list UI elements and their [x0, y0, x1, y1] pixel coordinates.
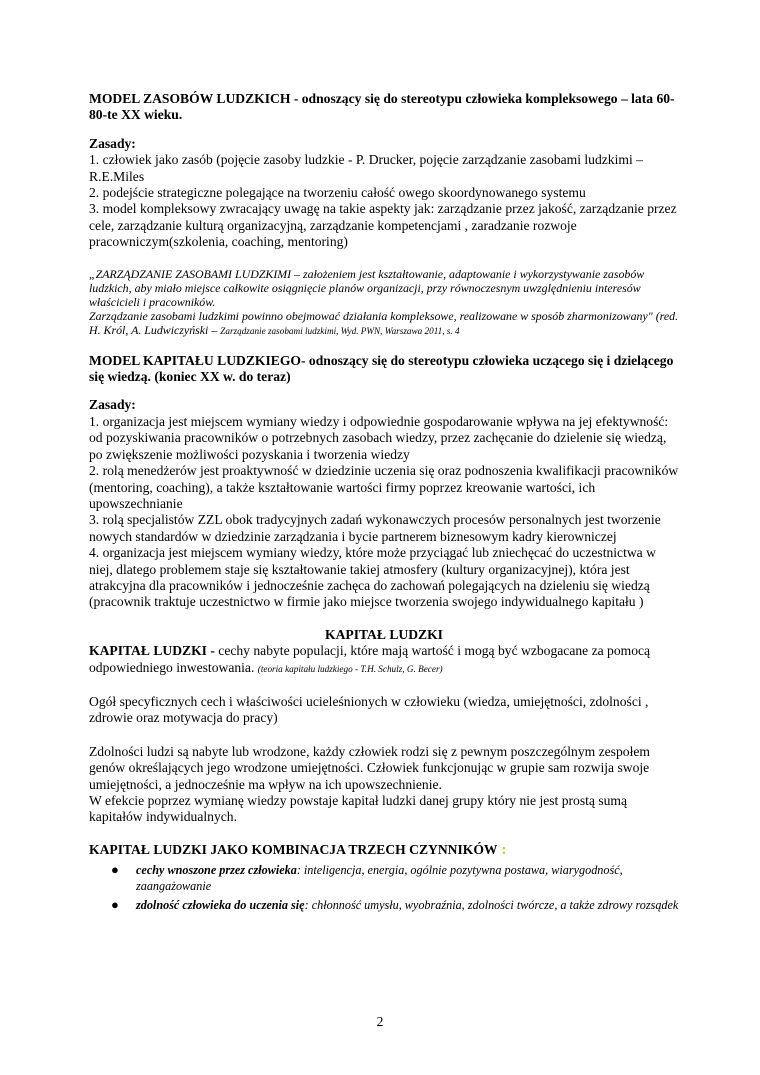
factor-label: cechy wnoszone przez człowieka	[136, 863, 297, 878]
section4-title: KAPITAŁ LUDZKI JAKO KOMBINACJA TRZECH CZYNNIKÓW	[89, 841, 498, 857]
section2-zasady-label: Zasady:	[89, 397, 136, 413]
section3-definition	[89, 643, 679, 677]
factor-text: : inteligencja, energia, ogólnie pozytywna postawa, wiarygodność, zaangażowanie	[136, 863, 623, 894]
section1-quote-source: Zarządzanie zasobami ludzkimi, Wyd. PWN, Warszawa 2011, s. 4	[220, 325, 460, 336]
list-item	[89, 862, 679, 894]
section3-para2: Zdolności ludzi są nabyte lub wrodzone, każdy człowiek rodzi się z pewnym poszczególnym zespołem genów określających jego wrodzone umiejętności. Człowiek funkcjonując w grupie sam rozwija swoje umiejętności, a jednocześnie ma wpływ na ich upowszechnienie. W efekcie poprzez wymianę wiedzy powstaje kapitał ludzki danej grupy który nie jest prostą sumą kapitałów indywidualnych.	[89, 743, 650, 825]
section1-heading: MODEL ZASOBÓW LUDZKICH - odnoszący się do stereotypu człowieka kompleksowego – lata 60-80-te XX wieku.	[89, 91, 675, 123]
page-content	[89, 91, 679, 915]
factor-text: : chłonność umysłu, wyobraźnia, zdolności twórcze, a także zdrowy rozsądek	[304, 897, 679, 912]
section3-def-text: cechy nabyte populacji, które mają wartość i mogą być wzbogacane za pomocą odpowiedniego inwestowania.	[89, 643, 651, 675]
section2-items: 1. organizacja jest miejscem wymiany wiedzy i odpowiednie gospodarowanie wpływa na jej efektywność: od pozyskiwania pracowników o potrzebnych zasobach wiedzy, przez zachęcanie do dzielenie się wiedzą, po zwiększenie możliwości pozyskania i tworzenia wiedzy 2. rolą menedżerów jest proaktywność w dziedzinie uczenia się oraz podnoszenia kwalifikacji pracowników (mentoring, coaching), a także kształtowanie wartości firmy poprzez kreowanie wartości, ich upowszechnianie 3. rolą specjalistów ZZL obok tradycyjnych zadań wykonawczych procesów personalnych jest tworzenie nowych standardów w dziedzinie zarządzania i bycie partnerem biznesowym kadry kierowniczej 4. organizacja jest miejscem wymiany wiedzy, które może przyciągać lub zniechęcać do uczestnictwa w niej, dlatego problemem staje się kształtowanie takiej atmosfery (kultury organizacyjnej), która jest atrakcyjna dla pracowników i jednocześnie zachęca do zachowań polegających na dzieleniu się wiedzą (pracownik traktuje uczestnictwo w firmie jako miejsce tworzenia swojego indywidualnego kapitału )	[89, 413, 679, 610]
section3-def-cite: (teoria kapitału ludzkiego - T.H. Schulz, G. Becer)	[257, 663, 443, 674]
bullet-icon: ●	[111, 862, 119, 878]
section4-title-colon: :	[501, 841, 507, 858]
list-item	[89, 897, 679, 913]
section3-para1: Ogół specyficznych cech i właściwości ucieleśnionych w człowieku (wiedza, umiejętności, zdolności , zdrowie oraz motywacja do pracy)	[89, 693, 649, 726]
section4-title-row	[89, 842, 679, 858]
section1-items: 1. człowiek jako zasób (pojęcie zasoby ludzkie - P. Drucker, pojęcie zarządzanie zasobami ludzkimi – R.E.Miles 2. podejście strategiczne polegające na tworzeniu całość owego skoordynowanego systemu 3. model kompleksowy zwracający uwagę na takie aspekty jak: zarządzanie przez jakość, zarządzanie przez cele, zarządzanie kulturą organizacyjną, zarządzanie kompetencjami , zaradzanie rozwoje pracowniczym(szkolenia, coaching, mentoring)	[89, 152, 677, 250]
section1-quote: „ZARZĄDZANIE ZASOBAMI LUDZKIMI – założeniem jest kształtowanie, adaptowanie i wykorzystywanie zasobów ludzkich, aby miało miejsce całkowite osiągnięcie planów organizacji, przy równoczesnym uwzględnieniu interesów właścicieli i pracowników. Zarządzanie zasobami ludzkimi powinno obejmować działania kompleksowe, realizowane w sposób zharmonizowany" (red. H. Król, A. Ludwiczyński –	[89, 266, 679, 337]
section2-heading: MODEL KAPITAŁU LUDZKIEGO- odnoszący się do stereotypu człowieka uczącego się i dzielącego się wiedzą. (koniec XX w. do teraz)	[89, 352, 674, 385]
section1-zasady-label: Zasady:	[89, 135, 136, 151]
section3-center-title: KAPITAŁ LUDZKI	[325, 626, 443, 642]
factors-list	[89, 862, 679, 913]
section2	[89, 353, 679, 611]
page-number: 2	[376, 1014, 384, 1029]
factor-label: zdolność człowieka do uczenia się	[136, 897, 305, 912]
section3-def-label: KAPITAŁ LUDZKI -	[89, 643, 215, 659]
bullet-icon: ●	[111, 896, 119, 912]
section1-quote-block	[89, 267, 679, 338]
